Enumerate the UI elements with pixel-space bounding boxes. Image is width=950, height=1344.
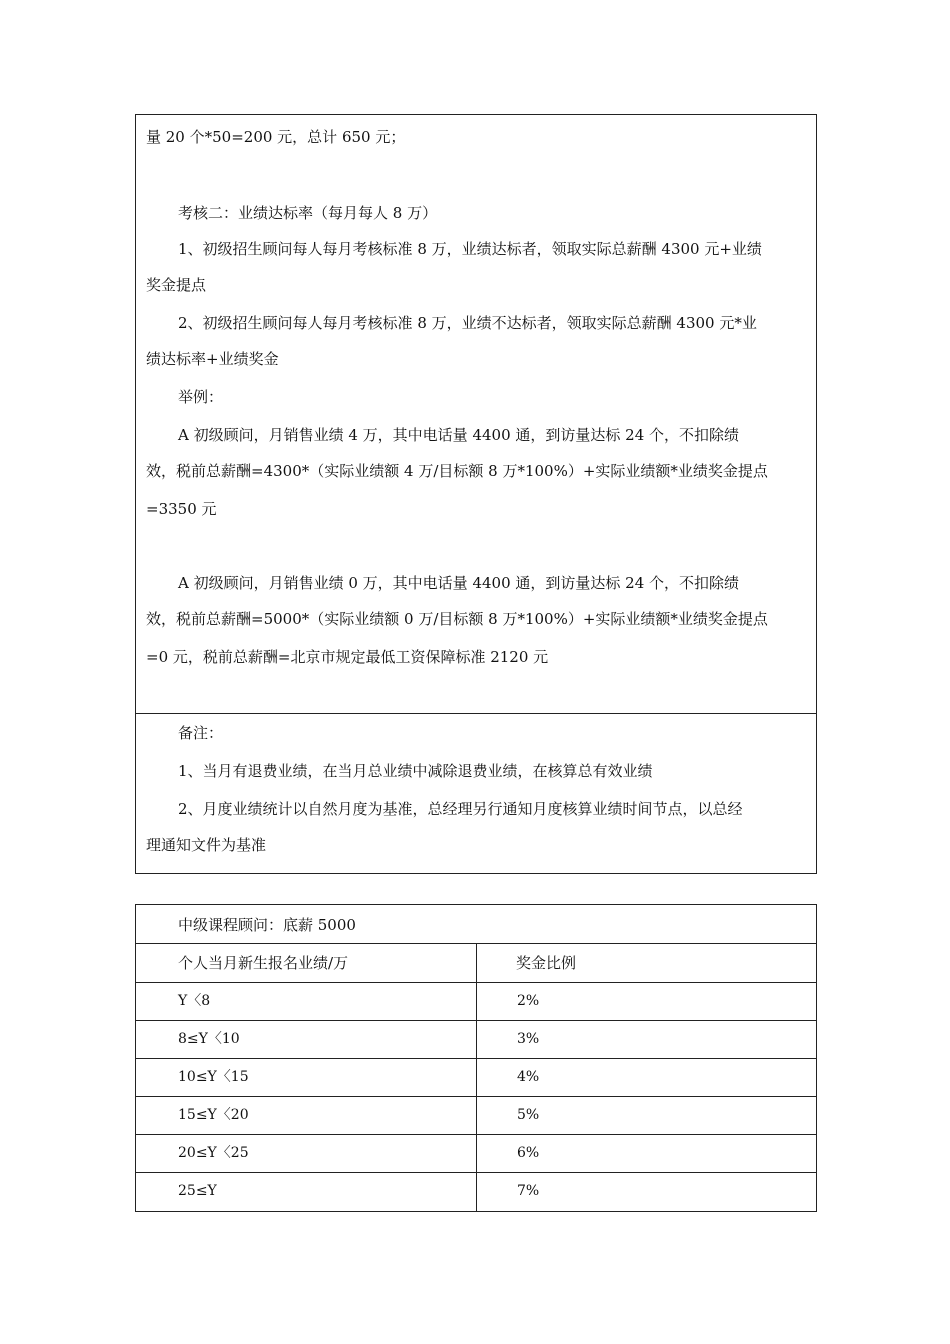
table-cell-range: 20≤Y〈25 [178,1145,249,1161]
table-rule [136,1020,816,1021]
table-cell-range: 10≤Y〈15 [178,1069,249,1085]
note-line: 2、月度业绩统计以自然月度为基准，总经理另行通知月度核算业绩时间节点，以总经 [178,800,743,818]
text-line: =3350 元 [146,500,217,518]
column-header-bonus-ratio: 奖金比例 [516,954,577,972]
column-header-performance: 个人当月新生报名业绩/万 [178,954,349,972]
text-line: 奖金提点 [146,276,207,294]
table-cell-ratio: 4% [517,1069,540,1085]
table-cell-ratio: 5% [517,1107,540,1123]
text-line: 1、初级招生顾问每人每月考核标准 8 万，业绩达标者，领取实际总薪酬 4300 元+业绩 [178,240,762,258]
note-line: 1、当月有退费业绩，在当月总业绩中减除退费业绩，在核算总有效业绩 [178,762,653,780]
section-heading: 考核二：业绩达标率（每月每人 8 万） [178,204,438,222]
table-cell-ratio: 6% [517,1145,540,1161]
note-line: 理通知文件为基准 [146,836,267,854]
table-cell-range: 15≤Y〈20 [178,1107,249,1123]
table-rule [136,1096,816,1097]
table-cell-ratio: 2% [517,993,540,1009]
text-line: 效，税前总薪酬=5000*（实际业绩额 0 万/目标额 8 万*100%）+实际业绩额*业绩奖金提点 [146,610,768,628]
table-rule [136,1172,816,1173]
text-line: 效，税前总薪酬=4300*（实际业绩额 4 万/目标额 8 万*100%）+实际业绩额*业绩奖金提点 [146,462,768,480]
bonus-table [135,904,817,1212]
example-label: 举例： [178,388,224,406]
text-line: =0 元，税前总薪酬=北京市规定最低工资保障标准 2120 元 [146,648,549,666]
table-cell-range: 8≤Y〈10 [178,1031,240,1047]
table-cell-ratio: 3% [517,1031,540,1047]
table-rule [136,982,816,983]
table-cell-range: Y〈8 [178,993,211,1009]
table-cell-range: 25≤Y [178,1183,217,1199]
text-line: A 初级顾问，月销售业绩 4 万，其中电话量 4400 通，到访量达标 24 个，不扣除绩 [178,426,740,444]
table-rule [136,1134,816,1135]
text-line: A 初级顾问，月销售业绩 0 万，其中电话量 4400 通，到访量达标 24 个，不扣除绩 [178,574,740,592]
section-divider [136,713,816,714]
table-cell-ratio: 7% [517,1183,540,1199]
table-column-divider [476,944,477,1211]
text-line: 绩达标率+业绩奖金 [146,350,279,368]
table-title: 中级课程顾问：底薪 5000 [178,916,356,934]
content-box [135,114,817,874]
notes-heading: 备注： [178,724,224,742]
text-line: 量 20 个*50=200 元，总计 650 元； [146,128,406,146]
table-rule [136,1058,816,1059]
text-line: 2、初级招生顾问每人每月考核标准 8 万，业绩不达标者，领取实际总薪酬 4300 元*业 [178,314,757,332]
